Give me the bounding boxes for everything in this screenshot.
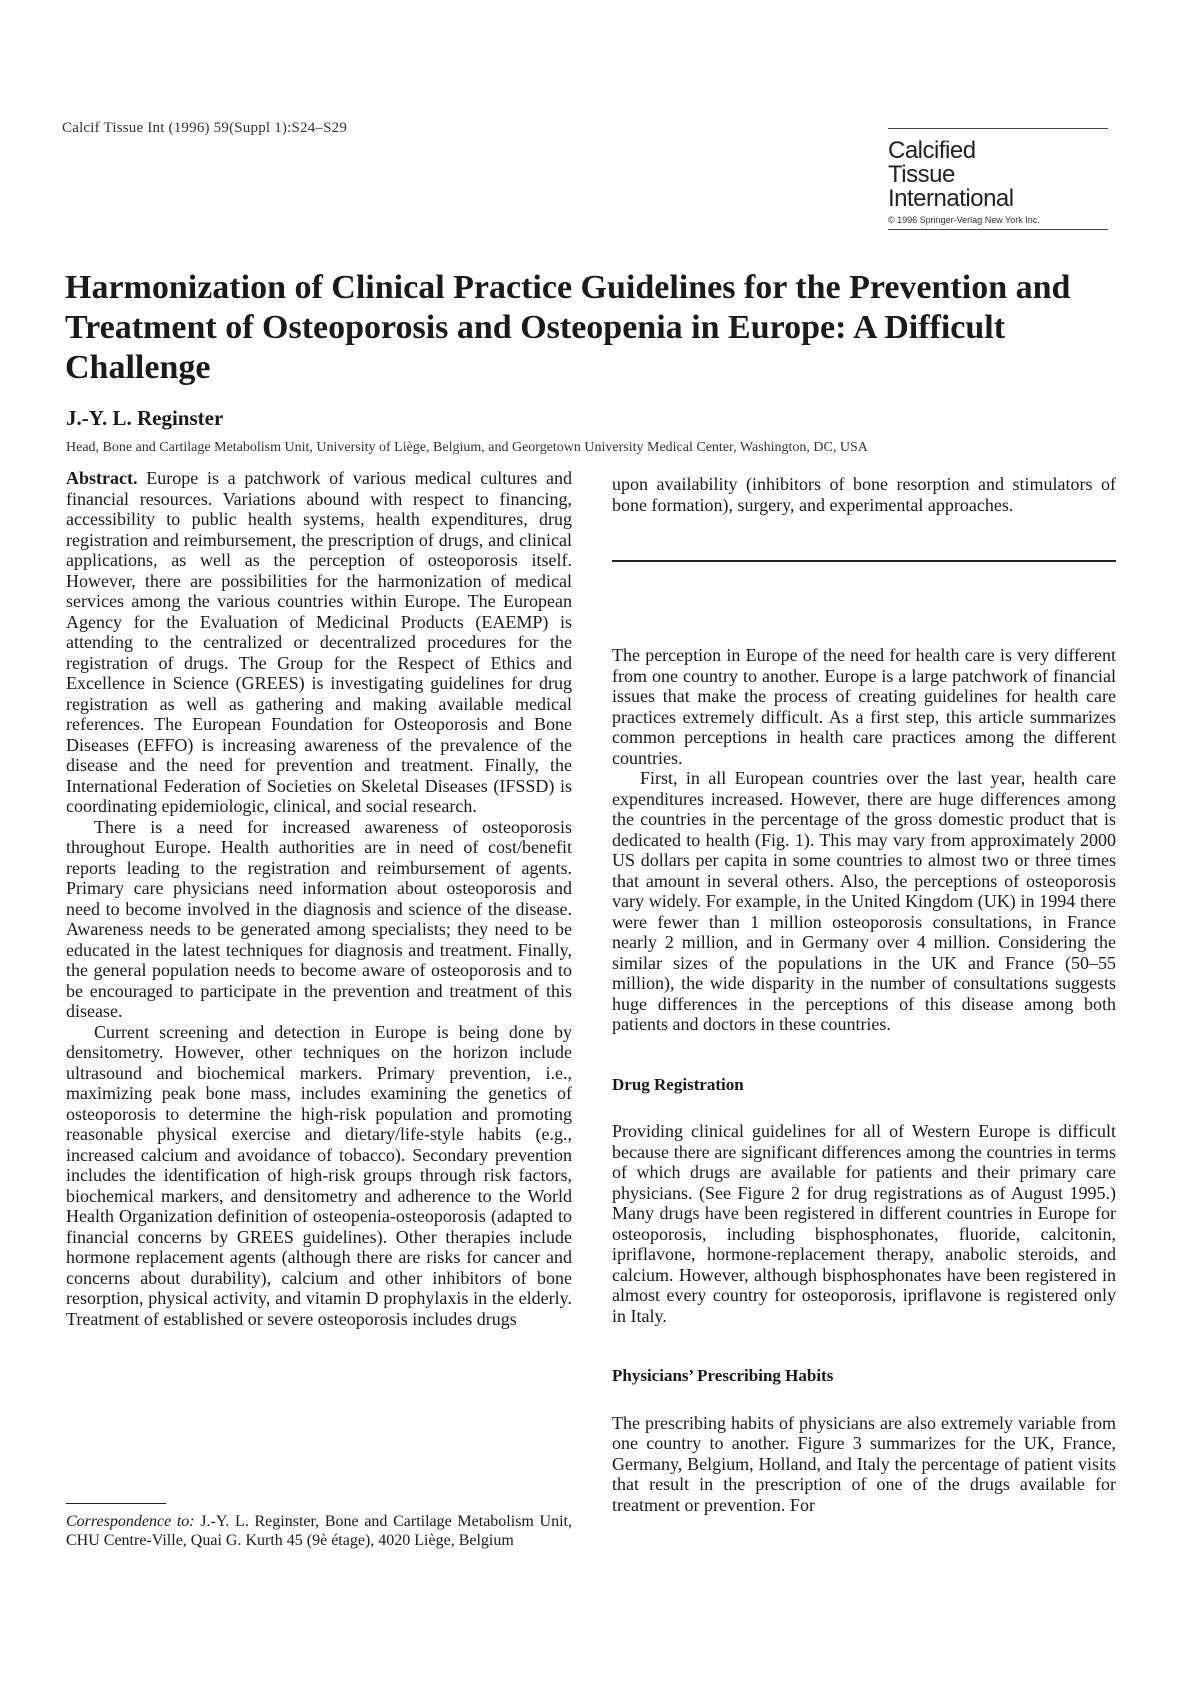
prescribing-habits-paragraph: The prescribing habits of physicians are also extremely variable from one country to another. Figure 3 summarizes for the UK, France, Germany, Belgium, Holland, and Italy the percentage of patient visits that result in the prescription of one of the drugs available for treatment or prevention. For [612, 1412, 1116, 1515]
abstract-paragraph [66, 468, 572, 817]
intro-paragraph-1: The perception in Europe of the need for health care is very different from one country to another. Europe is a large patchwork of financial issues that make the process of creating guidelines for health care practices extremely difficult. As a first step, this article summarizes common perceptions in health care practices among the different countries. [612, 645, 1116, 768]
journal-name-line-1: Calcified [888, 137, 976, 164]
copyright-notice: © 1996 Springer-Verlag New York Inc. [888, 215, 1108, 230]
right-column [612, 474, 1116, 1515]
abstract-paragraph-3: Current screening and detection in Europe is being done by densitometry. However, other techniques on the horizon include ultrasound and biochemical markers. Primary prevention, i.e., maximizing peak bone mass, includes examining the genetics of osteoporosis to determine the high-risk population and promoting reasonable physical exercise and dietary/life-style habits (e.g., increased calcium and avoidance of tobacco). Secondary prevention includes the identification of high-risk groups through risk factors, biochemical markers, and densitometry and adherence to the World Health Organization definition of osteopenia-osteoporosis (adapted to financial concerns by GREES guidelines). Other therapies include hormone replacement agents (although there are risks for cancer and concerns about durability), calcium and other inhibitors of bone resorption, physical activity, and vitamin D prophylaxis in the elderly. Treatment of established or severe osteoporosis includes drugs [66, 1021, 572, 1329]
footnote-text: J.-Y. L. Reginster, Bone and Cartilage Metabolism Unit, CHU Centre-Ville, Quai G. Kurth 45 (9è étage), 4020 Liège, Belgium [66, 1513, 572, 1549]
footnote-label: Correspondence to: [66, 1513, 195, 1530]
intro-paragraph-2: First, in all European countries over the last year, health care expenditures increased. However, there are huge differences among the countries in the percentage of the gross domestic product that is dedicated to health (Fig. 1). This may vary from approximately 2000 US dollars per capita in some countries to almost two or three times that amount in several others. Also, the perceptions of osteoporosis vary widely. For example, in the United Kingdom (UK) in 1994 there were fewer than 1 million osteoporosis consultations, in France nearly 2 million, and in Germany over 4 million. Considering the similar sizes of the populations in the UK and France (50–55 million), the wide disparity in the number of consultations suggests huge differences in the perceptions of this disease among both patients and doctors in these countries. [612, 768, 1116, 1034]
journal-citation: Calcif Tissue Int (1996) 59(Suppl 1):S24–S29 [62, 120, 348, 136]
left-column [66, 468, 572, 1329]
journal-name-line-3: International [888, 185, 1014, 212]
correspondence-footnote [66, 1512, 572, 1550]
journal-name-line-2: Tissue [888, 161, 955, 188]
author-affiliation: Head, Bone and Cartilage Metabolism Unit, University of Liège, Belgium, and Georgetown University Medical Center, Washington, DC, USA [66, 440, 868, 455]
section-heading-drug-registration: Drug Registration [612, 1074, 744, 1094]
abstract-text: Europe is a patchwork of various medical cultures and financial resources. Variations abound with respect to financing, accessibility to public health systems, health expenditures, drug registration and reimbursement, the prescription of drugs, and clinical applications, as well as the perception of osteoporosis itself. However, there are possibilities for the harmonization of medical services among the various countries within Europe. The European Agency for the Evaluation of Medicinal Products (EAEMP) is attending to the centralized or decentralized procedures for the registration of drugs. The Group for the Respect of Ethics and Excellence in Science (GREES) is investigating guidelines for drug registration as well as gathering and making available medical references. The European Foundation for Osteoporosis and Bone Diseases (EFFO) is increasing awareness of the prevalence of the disease and the need for prevention and treatment. Finally, the International Federation of Societies on Skeletal Diseases (IFSSD) is coordinating epidemiologic, clinical, and social research. [66, 468, 572, 816]
journal-logo [888, 128, 1108, 230]
article-title: Harmonization of Clinical Practice Guidelines for the Prevention and Treatment of Osteoporosis and Osteopenia in Europe: A Difficult Challenge [65, 269, 1071, 386]
drug-registration-paragraph: Providing clinical guidelines for all of Western Europe is difficult because there are significant differences among the countries in terms of which drugs are available for patients and their primary care physicians. (See Figure 2 for drug registrations as of August 1995.) Many drugs have been registered in different countries in Europe for osteoporosis, including bisphosphonates, fluoride, calcitonin, ipriflavone, hormone-replacement therapy, anabolic steroids, and calcium. However, although bisphosphonates have been registered in almost every country for osteoporosis, ipriflavone is registered only in Italy. [612, 1121, 1116, 1326]
abstract-end-rule [612, 560, 1116, 562]
abstract-paragraph-2: There is a need for increased awareness of osteoporosis throughout Europe. Health authorities are in need of cost/benefit reports leading to the registration and reimbursement of agents. Primary care physicians need information about osteoporosis and need to become involved in the diagnosis and science of the disease. Awareness needs to be generated among specialists; they need to be educated in the latest techniques for diagnosis and treatment. Finally, the general population needs to become aware of osteoporosis and to be encouraged to participate in the prevention and treatment of this disease. [66, 816, 572, 1021]
section-heading-prescribing-habits: Physicians’ Prescribing Habits [612, 1366, 834, 1385]
footnote-divider [66, 1503, 166, 1504]
abstract-label: Abstract. [66, 468, 138, 488]
abstract-continuation: upon availability (inhibitors of bone resorption and stimulators of bone formation), surgery, and experimental approaches. [612, 474, 1116, 515]
author-name: J.-Y. L. Reginster [66, 406, 224, 430]
